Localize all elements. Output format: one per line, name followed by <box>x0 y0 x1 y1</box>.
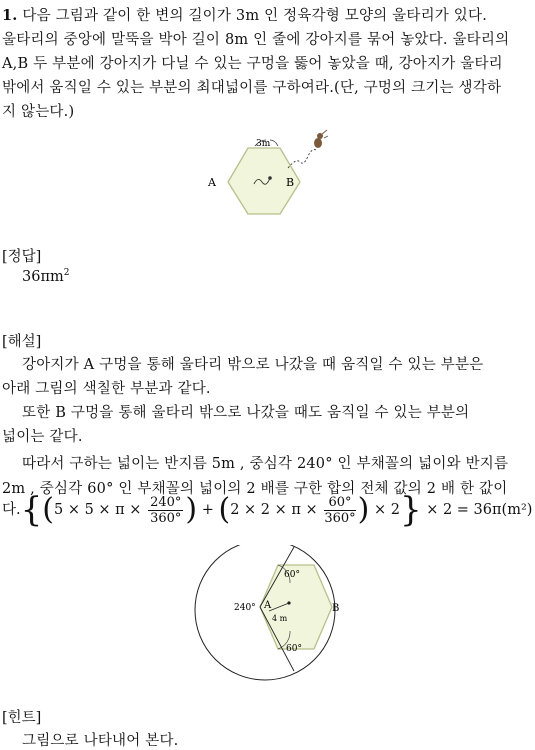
problem-line-4: 밖에서 움직일 수 있는 부분의 최대넓이를 구하여라.(단, 구멍의 크기는 생각하 <box>2 80 502 96</box>
problem-line-5: 지 않는다.) <box>2 104 75 120</box>
figure2-label-a: A <box>264 600 272 611</box>
formula-term1: 5 × 5 × π × <box>53 502 142 518</box>
hint-text: 그림으로 나타내어 본다. <box>22 733 179 749</box>
formula-prefix: 다. <box>2 502 21 518</box>
solution-header: [해설] <box>2 334 42 350</box>
angle-left-label: 240° <box>234 603 256 613</box>
dog-icon <box>314 130 328 148</box>
formula-times2: × 2 <box>373 502 400 518</box>
formula-plus: + <box>201 502 214 518</box>
answer-text: 36πm <box>22 268 64 285</box>
formula-term2: 2 × 2 × π × <box>230 502 318 518</box>
figure-hexagon-dog <box>200 128 340 220</box>
fraction-1: $\frac{240^\circ}{360^\circ}$ <box>150 494 182 526</box>
stake-dot <box>268 176 272 180</box>
solution-formula: 다.{(5 × 5 × π × $\frac{240^\circ}{360^\circ}$ ) + (2 × 2 × π × $\frac{60^\circ}{360^\circ}$ ) × 2} × 2 = 36π(m²) <box>2 490 533 530</box>
problem-line-3: A,B 두 부분에 강아지가 다닐 수 있는 구멍을 뚫어 놓았을 때, 강아지가 울타리 <box>2 56 503 72</box>
label-a: A <box>208 176 216 189</box>
solution-line-4: 넓이는 같다. <box>2 429 83 445</box>
solution-line-6: 2m , 중심각 60° 인 부채꼴의 넓이의 2 배를 구한 합의 전체 값의 2 배 한 값이 <box>2 481 508 497</box>
problem-line-1 <box>2 4 487 25</box>
problem-line-2: 울타리의 중앙에 말뚝을 박아 길이 8m 인 줄에 강아지를 묶어 놓았다. 울타리의 <box>2 32 510 48</box>
fraction-2: $\frac{60^\circ}{360^\circ}$ <box>324 494 356 526</box>
hint-header: [힌트] <box>2 710 42 726</box>
answer-value <box>22 268 69 285</box>
angle-bottom-label: 60° <box>286 644 302 654</box>
radius-label: 4 m <box>272 614 288 623</box>
solution-line-5: 따라서 구하는 넓이는 반지름 5m , 중심각 240° 인 부채꼴의 넓이와 반지름 <box>22 456 509 472</box>
answer-exponent: 2 <box>63 268 70 278</box>
figure-circle-hexagon <box>190 545 360 705</box>
label-b: B <box>286 176 295 189</box>
center-dot <box>287 601 290 604</box>
solution-line-2: 아래 그림의 색칠한 부분과 같다. <box>2 381 211 397</box>
problem-number: 1. <box>2 7 18 24</box>
angle-top-label: 60° <box>284 570 300 580</box>
answer-header: [정답] <box>2 249 42 265</box>
side-marker-2 <box>270 140 278 146</box>
solution-line-1: 강아지가 A 구멍을 통해 울타리 밖으로 나갔을 때 움직일 수 있는 부분은 <box>22 357 484 373</box>
rope-outside <box>288 150 316 168</box>
problem-text-1: 다음 그림과 같이 한 변의 길이가 3m 인 정육각형 모양의 울타리가 있다. <box>22 8 488 24</box>
solution-line-3: 또한 B 구멍을 통해 울타리 밖으로 나갔을 때도 움직일 수 있는 부분의 <box>22 405 470 421</box>
side-label: 3m <box>256 139 271 149</box>
formula-result: × 2 = 36π(m²) <box>426 502 533 518</box>
figure2-label-b: B <box>332 603 340 614</box>
